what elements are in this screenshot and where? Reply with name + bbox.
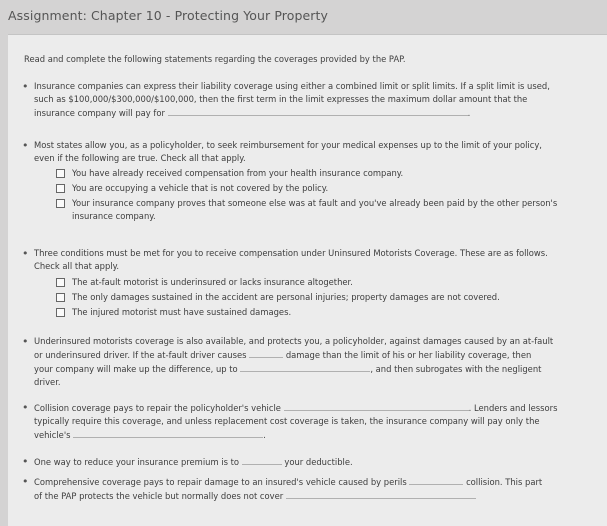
q6-answer-dropdown[interactable] <box>242 455 282 465</box>
instructions: Read and complete the following statements regarding the coverages provided by the PAP. <box>24 54 406 64</box>
question-6: • One way to reduce your insurance premium is to your deductible. <box>22 455 353 468</box>
q4-line-4: driver. <box>34 377 61 387</box>
q3-option-2[interactable]: The only damages sustained in the accident are personal injuries; property damages are not covered. <box>56 291 599 304</box>
q2-option-3[interactable]: Your insurance company proves that someone else was at fault and you've already been paid by the other person's insurance company. <box>56 197 599 223</box>
question-2 <box>22 139 599 223</box>
bullet-icon: • <box>22 247 29 260</box>
q1-answer-dropdown[interactable] <box>168 106 468 116</box>
q3-option-3[interactable]: The injured motorist must have sustained damages. <box>56 306 599 319</box>
q5-answer-dropdown-1[interactable] <box>284 401 469 411</box>
assignment-title: Assignment: Chapter 10 - Protecting Your Property <box>8 8 329 23</box>
bullet-icon: • <box>22 335 29 348</box>
question-7: • Comprehensive coverage pays to repair damage to an insured's vehicle caused by perils collision. This part of the PAP protects the vehicle but normally does not cover <box>22 475 543 501</box>
q2-option-2[interactable]: You are occupying a vehicle that is not covered by the policy. <box>56 182 599 195</box>
q1-text-b: such as $100,000/$300,000/$100,000, then the first term in the limit expresses the maximum dollar amount that the <box>34 94 528 104</box>
question-4: • Underinsured motorists coverage is also available, and protects you, a policyholder, against damages caused by an at-fault or underinsured driver. If the at-fault driver causes damage than the limit of his or her liability coverage, then your company will make up the difference, up to , and then subrogates with the negligent driver. <box>22 335 599 389</box>
q2-text-a: Most states allow you, as a policyholder, to seek reimbursement for your medical expenses up to the limit of your policy, <box>34 140 542 150</box>
q1-text-end: . <box>467 108 471 118</box>
checkbox[interactable] <box>56 169 65 178</box>
checkbox[interactable] <box>56 184 65 193</box>
bullet-icon: • <box>22 455 29 468</box>
q7-answer-dropdown-1[interactable] <box>409 475 463 485</box>
checkbox[interactable] <box>56 278 65 287</box>
q2-text-b: even if the following are true. Check all that apply. <box>34 153 246 163</box>
q3-text-a: Three conditions must be met for you to receive compensation under Uninsured Motorists Coverage. These are as follows. <box>34 248 548 258</box>
q4-answer-dropdown-1[interactable] <box>249 348 283 358</box>
bullet-icon: • <box>22 139 29 152</box>
q4-line-1: Underinsured motorists coverage is also available, and protects you, a policyholder, against damages caused by an at-fault <box>34 336 554 346</box>
q5-line-2: typically require this coverage, and unless replacement cost coverage is taken, the insurance company will pay only the <box>34 416 540 426</box>
checkbox[interactable] <box>56 293 65 302</box>
q7-answer-dropdown-2[interactable] <box>286 489 476 499</box>
question-5: • Collision coverage pays to repair the policyholder's vehicle . Lenders and lessors typically require this coverage, and unless replacement cost coverage is taken, the insurance company will pay only the vehicle's . <box>22 401 599 442</box>
q3-option-1[interactable]: The at-fault motorist is underinsured or lacks insurance altogether. <box>56 276 599 289</box>
bullet-icon: • <box>22 475 29 488</box>
checkbox[interactable] <box>56 199 65 208</box>
q1-text-a: Insurance companies can express their liability coverage using either a combined limit or split limits. If a split limit is used, <box>34 81 550 91</box>
q5-answer-dropdown-2[interactable] <box>73 428 263 438</box>
q3-text-b: Check all that apply. <box>34 261 120 271</box>
bullet-icon: • <box>22 80 29 93</box>
question-1 <box>22 80 599 120</box>
q1-text-c: insurance company will pay for <box>34 108 165 118</box>
q4-answer-dropdown-2[interactable] <box>240 362 370 372</box>
question-panel <box>8 34 607 526</box>
q2-option-1[interactable]: You have already received compensation from your health insurance company. <box>56 167 599 180</box>
question-3 <box>22 247 599 319</box>
bullet-icon: • <box>22 401 29 414</box>
checkbox[interactable] <box>56 308 65 317</box>
